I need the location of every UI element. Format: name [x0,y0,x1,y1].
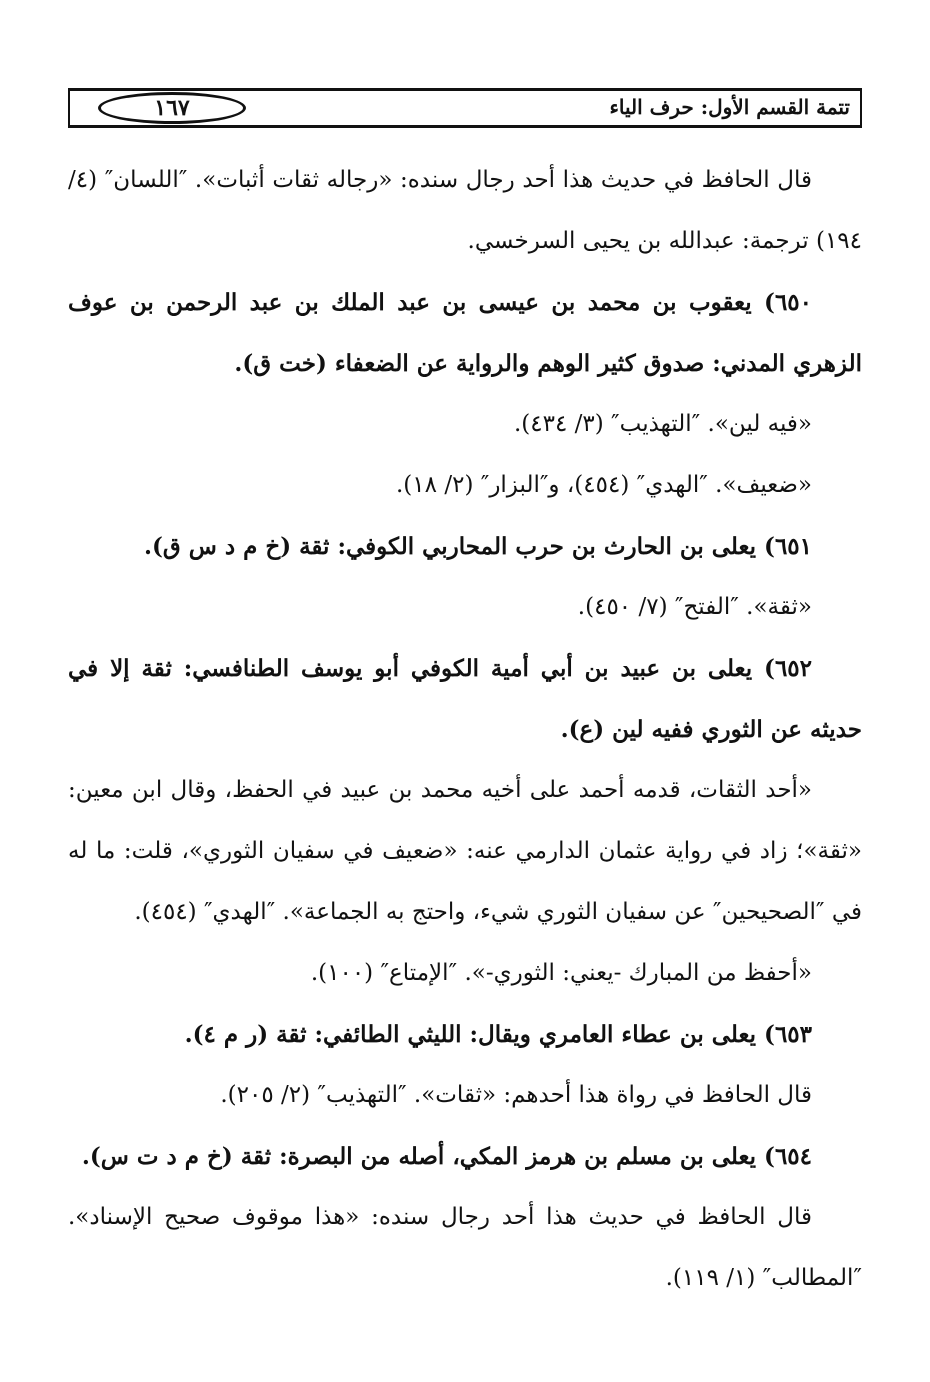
paragraph-imta-100: «أحفظ من المبارك -يعني: الثوري-». ″الإمتاع″ (١٠٠). [310,960,812,986]
paragraph-tahdhib-205: قال الحافظ في رواة هذا أحدهم: «ثقات». ″التهذيب″ (٢/ ٢٠٥). [220,1082,812,1108]
running-header [68,88,862,128]
page-number: ١٦٧ [98,92,246,124]
header-title: تتمة القسم الأول: حرف الياء [609,95,850,119]
entry-650: ٦٥٠) يعقوب بن محمد بن عيسى بن عبد الملك بن عبد الرحمن بن عوف الزهري المدني: صدوق كثير الوهم والرواية عن الضعفاء (خت ق). [68,289,862,377]
paragraph-ahad-thiqat: «أحد الثقات، قدمه أحمد على أخيه محمد بن عبيد في الحفظ، وقال ابن معين: «ثقة»؛ زاد في رواية عثمان الدارمي عنه: «ضعيف في سفيان الثوري»، قلت: ما له في ″الصحيحين″ عن سفيان الثوري شيء، واحتج به الجماعة». ″الهدي″ (٤٥٤). [68,777,862,925]
page-body [68,150,862,1309]
paragraph-lisan-citation: قال الحافظ في حديث هذا أحد رجال سنده: «رجاله ثقات أثبات». ″اللسان″ (٤/ ١٩٤) ترجمة: عبدالله بن يحيى السرخسي. [68,167,862,254]
paragraph-fath-450: «ثقة». ″الفتح″ (٧/ ٤٥٠). [577,594,812,620]
paragraph-matalib-119: قال الحافظ في حديث هذا أحد رجال سنده: «هذا موقوف صحيح الإسناد». ″المطالب″ (١/ ١١٩). [68,1204,862,1291]
entry-654: ٦٥٤) يعلى بن مسلم بن هرمز المكي، أصله من البصرة: ثقة (خ م د ت س). [81,1143,812,1170]
paragraph-tahdhib-434: «فيه لين». ″التهذيب″ (٣/ ٤٣٤). [513,411,812,437]
entry-653: ٦٥٣) يعلى بن عطاء العامري ويقال: الليثي الطائفي: ثقة (ر م ٤). [184,1021,812,1048]
paragraph-hadi-bazzar: «ضعيف». ″الهدي″ (٤٥٤)، و″البزار″ (٢/ ١٨). [396,472,812,498]
entry-651: ٦٥١) يعلى بن الحارث بن حرب المحاربي الكوفي: ثقة (خ م د س ق). [144,533,812,560]
entry-652: ٦٥٢) يعلى بن عبيد بن أبي أمية الكوفي أبو يوسف الطنافسي: ثقة إلا في حديثه عن الثوري ففيه لين (ع). [68,655,862,743]
